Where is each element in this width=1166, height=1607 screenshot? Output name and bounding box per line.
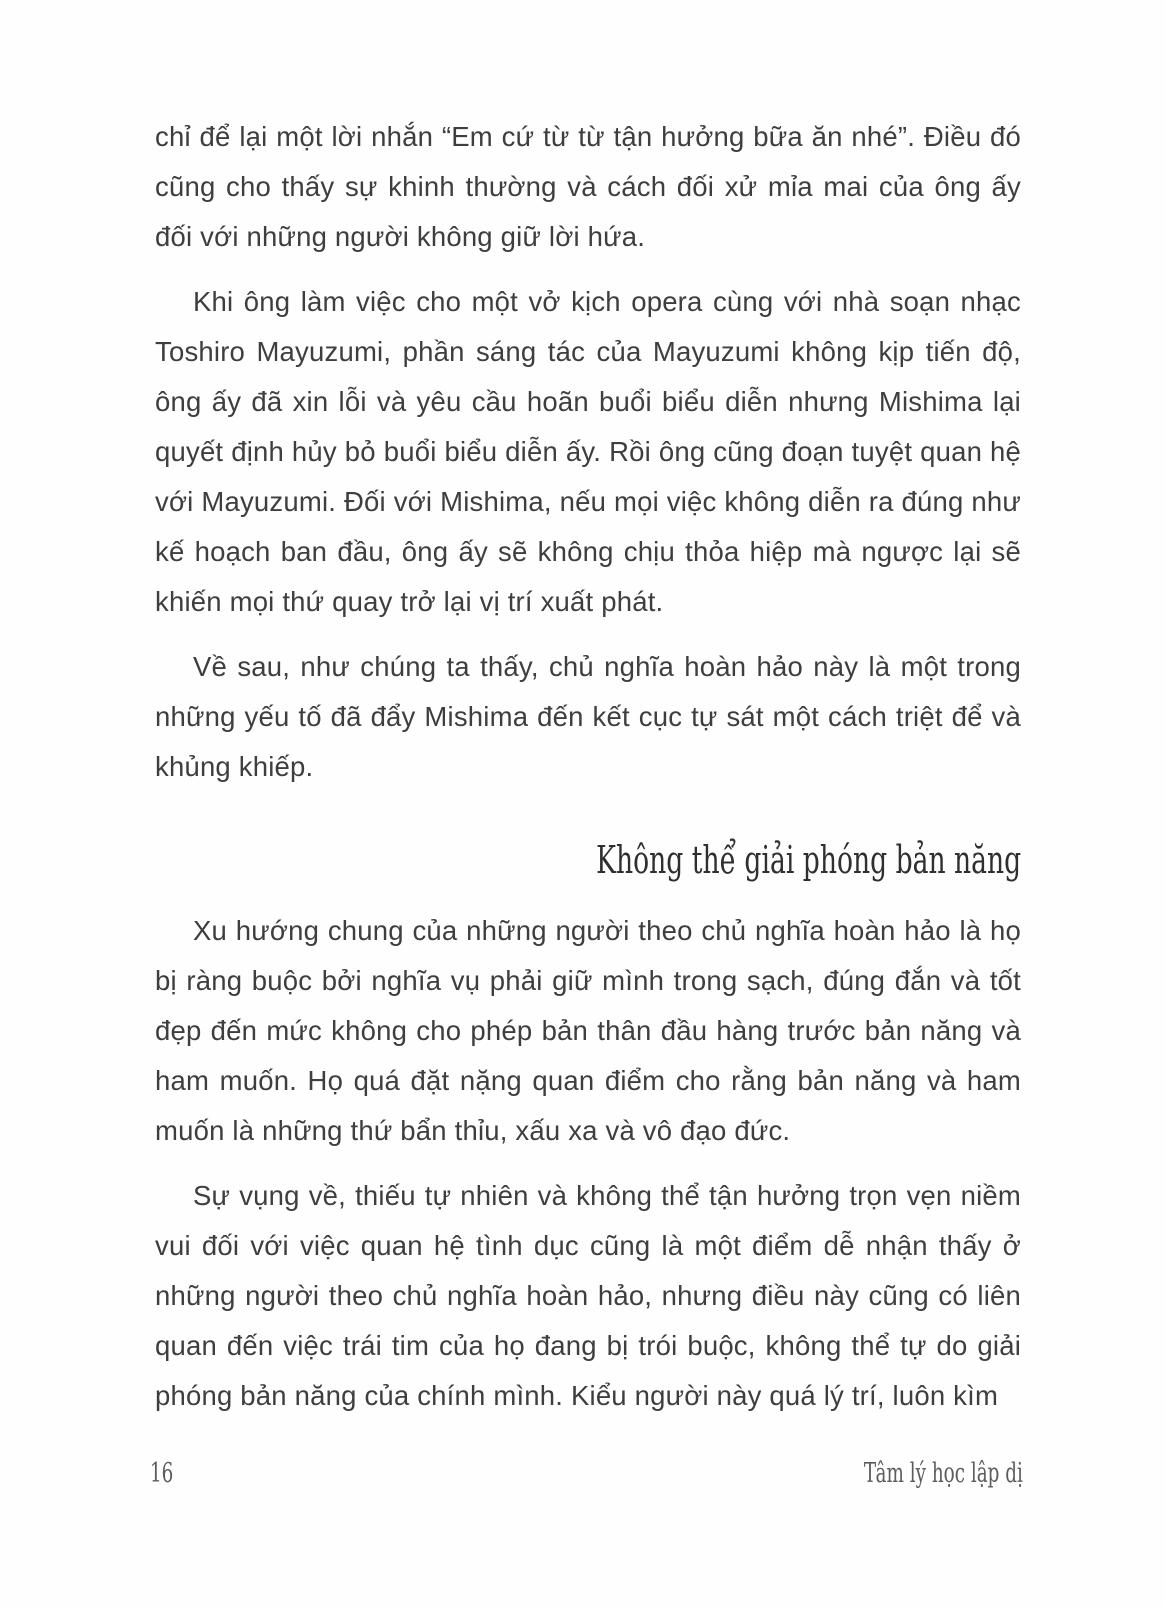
section-heading bbox=[155, 838, 1021, 882]
running-title: Tâm lý học lập dị bbox=[863, 1458, 1023, 1489]
body-paragraph: Khi ông làm việc cho một vở kịch opera cùng với nhà soạn nhạc Toshiro Mayuzumi, phần sáng tác của Mayuzumi không kịp tiến độ, ông ấy đã xin lỗi và yêu cầu hoãn buổi biểu diễn nhưng Mishima lại quyết định hủy bỏ buổi biểu diễn ấy. Rồi ông cũng đoạn tuyệt quan hệ với Mayuzumi. Đối với Mishima, nếu mọi việc không diễn ra đúng như kế hoạch ban đầu, ông ấy sẽ không chịu thỏa hiệp mà ngược lại sẽ khiến mọi thứ quay trở lại vị trí xuất phát. bbox=[155, 286, 1021, 617]
page-number: 16 bbox=[150, 1458, 174, 1489]
body-paragraph: Xu hướng chung của những người theo chủ nghĩa hoàn hảo là họ bị ràng buộc bởi nghĩa vụ phải giữ mình trong sạch, đúng đắn và tốt đẹp đến mức không cho phép bản thân đầu hàng trước bản năng và ham muốn. Họ quá đặt nặng quan điểm cho rằng bản năng và ham muốn là những thứ bẩn thỉu, xấu xa và vô đạo đức. bbox=[155, 915, 1021, 1146]
page-footer bbox=[150, 1458, 1023, 1489]
page-body-text bbox=[155, 112, 1021, 1436]
section-heading-text: Không thể giải phóng bản năng bbox=[595, 838, 1021, 882]
body-paragraph: Về sau, như chúng ta thấy, chủ nghĩa hoàn hảo này là một trong những yếu tố đã đẩy Mishima đến kết cục tự sát một cách triệt để và khủng khiếp. bbox=[155, 651, 1021, 782]
body-paragraph: Sự vụng về, thiếu tự nhiên và không thể tận hưởng trọn vẹn niềm vui đối với việc quan hệ tình dục cũng là một điểm dễ nhận thấy ở những người theo chủ nghĩa hoàn hảo, nhưng điều này cũng có liên quan đến việc trái tim của họ đang bị trói buộc, không thể tự do giải phóng bản năng của chính mình. Kiểu người này quá lý trí, luôn kìm bbox=[155, 1180, 1021, 1411]
body-paragraph: chỉ để lại một lời nhắn “Em cứ từ từ tận hưởng bữa ăn nhé”. Điều đó cũng cho thấy sự khinh thường và cách đối xử mỉa mai của ông ấy đối với những người không giữ lời hứa. bbox=[155, 121, 1021, 252]
